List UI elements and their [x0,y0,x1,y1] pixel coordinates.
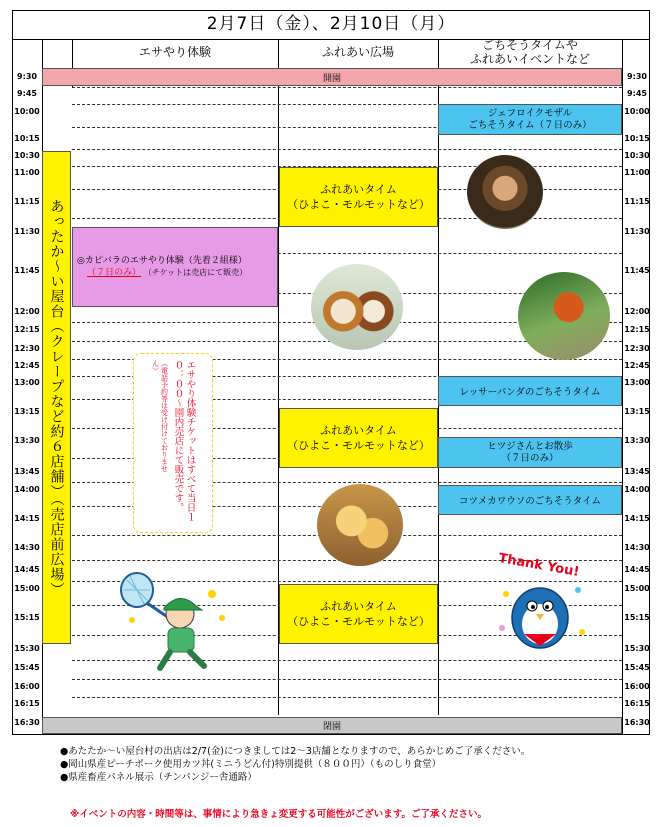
time-gridline [72,149,622,150]
fureai-time-2 [279,408,438,468]
time-label: 15:00 [624,584,650,593]
time-label: 14:30 [624,543,650,552]
time-label: 13:30 [624,436,650,445]
column-header-events: ごちそうタイムや ふれあいイベントなど [469,38,590,66]
otter-event: コツメカワウソのごちそうタイム [438,485,622,515]
time-label: 16:30 [14,718,40,727]
guinea-pig-photo [311,264,403,350]
column-header-feeding: エサやり体験 [138,45,211,60]
time-label: 10:30 [624,151,650,160]
change-warning: ※イベントの内容・時間等は、事情により急きょ変更する可能性がございます。ご了承ください。 [70,809,487,820]
geoffroy-title: ジェフロイクモザル [487,107,573,119]
sheep-event [438,437,622,468]
fureai-subtitle: （ひよこ・モルモットなど） [287,198,430,211]
time-label: 15:00 [14,584,40,593]
fureai-title: ふれあいタイム [320,600,397,613]
time-label: 15:15 [14,613,40,622]
time-label: 14:00 [624,485,650,494]
capybara-event [72,227,278,307]
time-label: 9:45 [17,89,37,98]
time-label: 14:30 [14,543,40,552]
ticket-note [133,353,213,533]
time-label: 16:15 [624,699,650,708]
time-label: 14:45 [624,565,650,574]
fureai-title: ふれあいタイム [320,183,397,196]
time-label: 12:45 [14,361,40,370]
time-label: 16:30 [624,718,650,727]
time-label: 11:45 [14,266,40,275]
time-label: 10:30 [14,151,40,160]
stall-event [42,151,71,644]
fureai-time-3 [279,584,438,644]
time-label: 12:15 [624,325,650,334]
time-label: 13:30 [14,436,40,445]
open-bar: 開園 [42,68,622,86]
capybara-title: ◎カピバラのエサやり体験（先着２組様） [77,256,247,266]
fureai-subtitle: （ひよこ・モルモットなど） [287,615,430,628]
close-bar: 閉園 [42,717,622,734]
note-item: ●県産畜産パネル展示（チンパンジー舎通路） [60,772,257,783]
time-label: 15:45 [624,663,650,672]
thank-you-illustration [488,551,594,658]
time-label: 10:15 [624,134,650,143]
time-label: 14:45 [14,565,40,574]
time-label: 9:45 [627,89,647,98]
time-label: 13:00 [14,378,40,387]
column-header-fureai: ふれあい広場 [321,45,394,60]
time-label: 16:00 [14,682,40,691]
time-label: 13:15 [14,407,40,416]
sheep-subtitle: （７日のみ） [501,452,559,464]
time-label: 13:45 [14,467,40,476]
time-gridline [72,697,622,698]
time-label: 12:30 [14,344,40,353]
time-label: 13:00 [624,378,650,387]
time-label: 14:15 [624,514,650,523]
time-label: 16:15 [14,699,40,708]
sheep-title: ヒツジさんとお散歩 [487,440,573,452]
note-item: ●あたたか〜い屋台村の出店は2/7(金)につきましては2〜3店舗となりますので、あらかじめご了承ください。 [60,746,531,757]
capybara-date-note: （７日のみ） [87,268,142,278]
ticket-note-sub: （電話予約等は受け付けておりません） [151,360,169,472]
ticket-note-main: エサやり体験チケットはすべて当日１０：００〜園内売店にて販売です。 [172,360,196,522]
time-label: 15:15 [624,613,650,622]
time-label: 16:00 [624,682,650,691]
time-label: 10:00 [14,107,40,116]
time-label: 12:30 [624,344,650,353]
monkey-photo [467,155,543,229]
time-label: 10:15 [14,134,40,143]
page-title: 2月7日（金）、2月10日（月） [12,10,650,40]
time-label: 9:30 [17,72,37,81]
time-label: 14:15 [14,514,40,523]
time-label: 12:00 [624,307,650,316]
capybara-ticket-note: （チケットは売店にて販売） [143,268,248,277]
time-label: 11:00 [14,168,40,177]
divider [622,40,623,735]
time-label: 15:30 [14,644,40,653]
chick-photo [317,484,403,566]
fureai-subtitle: （ひよこ・モルモットなど） [287,439,430,452]
time-label: 15:45 [14,663,40,672]
time-label: 15:30 [624,644,650,653]
fureai-title: ふれあいタイム [320,424,397,437]
time-label: 11:30 [14,227,40,236]
time-gridline [72,87,622,88]
time-label: 12:00 [14,307,40,316]
time-label: 12:45 [624,361,650,370]
time-label: 11:00 [624,168,650,177]
red-panda-photo [518,272,610,360]
geoffroy-subtitle: ごちそうタイム（７日のみ） [468,119,592,131]
time-label: 11:15 [624,197,650,206]
penguin-icon [488,554,594,658]
time-label: 10:00 [624,107,650,116]
note-item: ●岡山県産ピーチポーク使用カツ丼(ミニうどん付)特別提供（８００円）（ものしり食堂） [60,759,442,770]
time-label: 12:15 [14,325,40,334]
notes-list [60,745,530,784]
redpanda-event: レッサーパンダのごちそうタイム [438,376,622,406]
time-label: 11:30 [624,227,650,236]
time-label: 11:15 [14,197,40,206]
time-label: 13:45 [624,467,650,476]
time-label: 13:15 [624,407,650,416]
time-label: 9:30 [627,72,647,81]
boy-with-net-illustration [112,568,232,680]
thank-you-text: Thank You! [497,551,581,580]
fureai-time-1 [279,167,438,227]
time-label: 14:00 [14,485,40,494]
stall-label: あったか〜い屋台（クレープなど約６店舗）（売店前広場） [48,198,65,597]
time-label: 11:45 [624,266,650,275]
geoffroy-event [438,104,622,135]
